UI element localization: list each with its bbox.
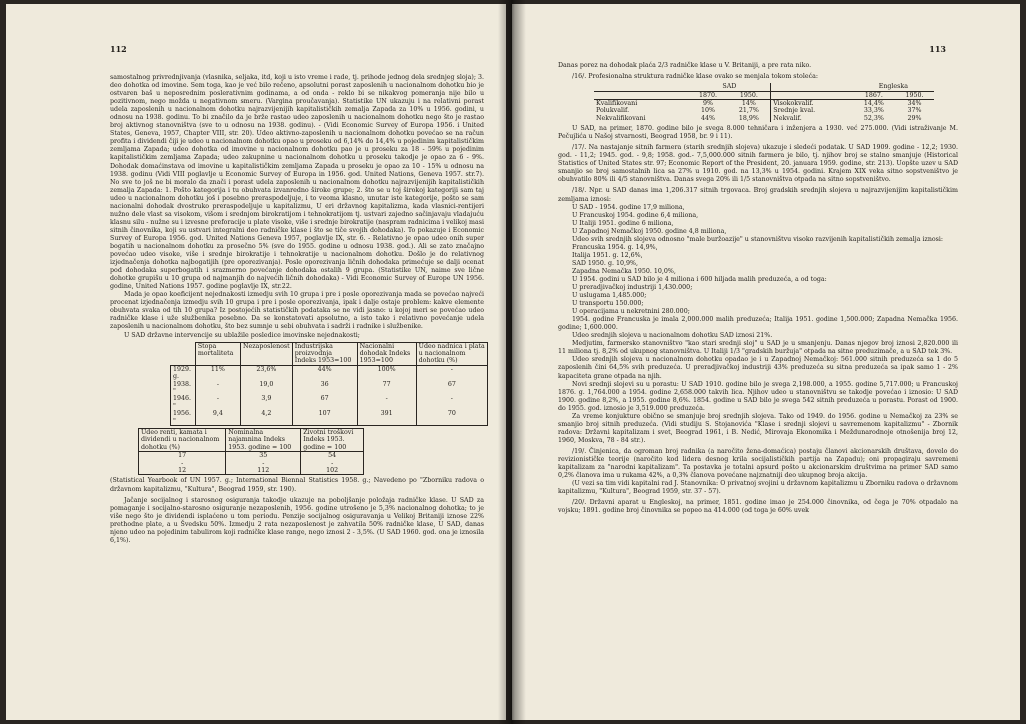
table-cell: 21,7% — [738, 107, 759, 115]
table-cell: 52,3% — [863, 114, 884, 122]
table-header: 1950. — [727, 91, 770, 99]
table-cell: 10% — [701, 107, 716, 115]
paragraph: (U vezi sa tim vidi kapitalni rad J. Stanovnika: O privatnoj svojini u državnom kapitalizmu u Zborniku radova o državnom kapitalizmu, "Kultura", Beograd 1959, str. 37 - 57). — [558, 480, 958, 496]
table-cell: 37% — [907, 107, 922, 115]
table-header — [171, 342, 196, 365]
table-cell: 1956. " — [171, 410, 196, 425]
table-cell: Polukvalif. — [596, 107, 630, 115]
list-item: Italija 1951. g. 12,6%, — [572, 251, 643, 259]
table-row — [171, 365, 488, 380]
table-cell: 100% — [357, 365, 416, 380]
table-cell: - — [195, 381, 240, 396]
table-cell: 33,3% — [863, 107, 884, 115]
table-cell: Kvalifikovani — [596, 99, 638, 107]
table-cell: - — [195, 395, 240, 410]
paragraph: Medjutim, farmersko stanovništvo "kao stari srednji sloj" u SAD je u smanjenju. Danas njegov broj iznosi 2,820.000 ili 11 miliona tj. 8,2% od ukupnog stanovništva. U Italiji 1/3 "gradskih buržuja" otpada na sitne preduzimače, a u SAD tek 3%. — [558, 340, 958, 356]
footnote-17: /17/. Na nastajanje sitnih farmera (starih srednjih slojeva) ukazuje i sledeći podatak. U SAD 1909. godine - 12,2; 1930. god. - 11,2; 1945. god. - 9,8; 1958. god.- 7,5,000.000 sitnih farmera je bilo, tj. njihov broj se stalno smanjuje (Historical Statistics of United States str. 97; Economic Report of the President, 20. januara 1959. godine, str. 213). Uopšte uzev u SAD smanjio se broj samostalnih lica sa 27% u 1910. god. na 13,3% u 1954. godini. Krajem XIX veka sitno sopstveništvo je obuhvatilo 80% ili 4/5 stanovništva. Danas svega 20% ili 1/5 stanovništva otpada na sitno sopstveništvo. — [558, 144, 958, 184]
paragraph: (Statistical Yearbook of UN 1957. g.; International Biennal Statistics 1958. g.; Navedeno po "Zborniku radova o državnom kapitalizmu, "Kultura", Beograd 1959, str. 190). — [110, 477, 484, 493]
list-item: U Zapadnoj Nemačkoj 1950. godine 4,8 miliona, — [572, 227, 727, 235]
table-header: Nominalna najamnina Indeks 1953. godine = 100 — [226, 429, 301, 452]
paragraph: samostalnog privrednjivanja (vlasnika, seljaka, itd, koji u isto vreme i rade, tj. prihode jednog dela srednjeg sloja); 3. deo dohotka od imovine. Sem toga, kao je već bilo rečeno, apsolutni porast zaposlenih u nacionalnom dohotku bio je ostvaren baš u neposrednim poslerativnim godinama, a od onda - reklo bi se nikakvog pomeranja nije bilo u pozitivnom, nego možda u negativnom smeru. (Vargina proučavanja). Statistike UN ukazuju i na relativni porast udela zaposlenih u nacionalnom dohotku najrazvijenijih kapitalističkih zemalja Zapada za 10% u 1956. godini, u odnosu na 1938. godinu. To bi značilo da je brže rastao udeo zaposlenih u nacionalnom dohotku nego što je rastao broj aktivnog stanovništva (sve to u odnosu na 1938. godinu). - (Vidi Economic Survey of Europa 1956. i United States, Geneva, 1957, Chapter VIII, str. 20). Udeo aktivno-zaposlenih u nacionalnom dohotku povećao se na račun profita i dividendi čiji je udeo u nacionalnom dohotku opao u proseku od 6,14% do 14,4% u pojedinim kapitalističkim zemljama Zapada; udeo dohotka od imovine u nacionalnom dohotku pao je u proseku za 18 - 59% u pojedinim kapitalističkim zemljama Zapada; udeo zakupnine u nacionalnom dohotku u proseku takodje je opao za 6 - 9%. Dohodak domaćinstava od imovine u kapitalističkim zemljama Zapada u proseku je opao za 10 - 15% u odnosu na 1938. godinu (Vidi VIII poglavlje u Economic Survey of Europa in 1956. god. United Nations, Geneva 1957. str.7). No sve to još ne bi moralo da znači i porast udela zaposlenih u nacionalnom dohotku najrazvijenijih kapitalističkih zemalja Zapada: 1. Pošto kategorija i tu obuhvata izvanredno široke grupe; 2. što se u toj širokoj kategoriji sam taj udeo u nacionalnom dohotku još i posebno preraspodeljuje, i to veoma klasno, unutar iste kategorije, pošto se sam nacionalni dohodak dvostruko preraspodeljuje u kapitalizmu, U eri državnog kapitalizma, kada vlasnici-rentijeri nužno dele vlast sa visokom, višom i srednjom birokratijom i tehnokratijom tj. ustvari zajedno sačinjavaju vladajuću klasnu silu - nužne su i izvesne preforacije u plate visoke, više i srednje birokratije (naspram radnicima i velikoj masi sitnih činovnika, koji su ustvari integralni deo radničke klase i što se tiče svojih dohodaka). To pokazuje i Economic Survey of Europa 1956. god. United Nations Geneva 1957, poglavlje IX, str. 6. - Relativno je opao udeo onih super bogatih u nacionalnom dohotku za prosečno 5% (sve do 1955. godine u odnosu 1938. god.). Ali se zato značajno povećao udeo visoke, više i srednje birokratije i tehnokratije u nacionalnom dohotku. Došlo je do relativnog izjednačenja dohotka najbogatijih (pre oporezivanja). Posle oporezivanja ličnih dohodaka primećuje se dalji ocenat pod dohodaka superbogatih i srazmerno povećanje dohodaka ostalih 9 grupa. (Statistike UN, naime sve lične dohotke grupišu u 10 grupa od najmanjih do najvećih ličnih dohodaka) - Vidi Economic Survey of Europe UN 1956. godine, United Nations 1957. godine poglavlje IX, str.22. — [110, 74, 484, 291]
table-cell: 77 — [357, 381, 416, 396]
table-cell: - — [416, 395, 487, 410]
table-row — [171, 381, 488, 396]
table-cell: 14,4% — [863, 99, 884, 107]
table-cell: 107 — [292, 410, 357, 425]
table-header: Životni troškovi Indeks 1953. godine = 100 — [301, 429, 364, 452]
paragraph: Danas porez na dohodak plaća 2/3 radničke klase u V. Britaniji, a pre rata niko. — [558, 62, 812, 69]
table-row — [594, 99, 934, 107]
paragraph: U SAD, na primer, 1870. godine bilo je svega 8.000 tehničara i inženjera a 1930. već 275.000. (Vidi istraživanje M. Pečujlića u Našoj stvarnosti, Beograd 1958, br. 9 i 11). — [558, 125, 958, 141]
table-row — [139, 452, 364, 460]
table-cell: - — [301, 460, 364, 467]
table-group-header: Engleska — [853, 83, 934, 91]
table-header: Nezaposlenost — [240, 342, 292, 365]
paragraph: Udeo srednjih slojeva u nacionalnom dohotku opadao je i u Zapadnoj Nemačkoj: 561.000 sitnih preduzeća sa 1 do 5 zaposlenih čini 64,5% svih preduzeća. U preradjivačkoj industriji 43% preduzeća su sitna preduzeća sa ipak samo 1 - 2% kapaciteta grane otpada na njih. — [558, 356, 958, 380]
table-cell: 1929. g. — [171, 365, 196, 380]
table-cell: 17 — [139, 452, 226, 460]
list-item: Francuska 1954. g. 14,9%, — [572, 243, 658, 251]
table-cell: 9,4 — [195, 410, 240, 425]
list-item: U operacijama u nekretnini 280.000; — [572, 308, 690, 316]
right-page — [512, 4, 1020, 720]
list-item: U uslugama 1,485.000; — [572, 292, 647, 300]
list-item: Zapadna Nemačka 1950. 10,0%, — [572, 267, 676, 275]
table-cell: - — [139, 460, 226, 467]
table-header: 1867. — [853, 91, 895, 99]
table-cell: 11% — [195, 365, 240, 380]
table-row — [594, 115, 934, 122]
paragraph: 1954. godine Francuska je imala 2,000.000 malih preduzeća; Italija 1951. godine 1,500.000; Zapadna Nemačka 1956. godine; 1,600.000. — [558, 316, 958, 332]
table-cell: - — [416, 365, 487, 380]
table-row — [594, 107, 934, 114]
list-item: U Francuskoj 1954. godine 6,4 miliona, — [572, 211, 699, 219]
table-cell: 112 — [226, 467, 301, 475]
table-header: 1870. — [689, 91, 728, 99]
paragraph: U 1954. godini u SAD bilo je 4 miliona i 600 hiljada malih preduzeća, a od toga: — [572, 275, 827, 283]
table-cell: 54 — [301, 452, 364, 460]
table-cell: 1938. " — [171, 381, 196, 396]
table-cell: 3,9 — [240, 395, 292, 410]
list-item: U SAD - 1954. godine 17,9 miliona, — [572, 203, 685, 211]
table-cell: 12 — [139, 467, 226, 475]
table-cell: - — [226, 460, 301, 467]
table-cell: 29% — [907, 114, 922, 122]
table-cell: 14% — [741, 99, 756, 107]
table-cell: - — [357, 395, 416, 410]
table-cell: 391 — [357, 410, 416, 425]
list-item: U preradjivačkoj industriji 1,430.000; — [572, 284, 693, 292]
page-number-right: 113 — [929, 44, 946, 54]
left-page — [6, 4, 506, 720]
table-cell: 102 — [301, 467, 364, 475]
table-cell: 44% — [292, 365, 357, 380]
table-header: Udeo renti, kamata i dividendi u nacionalnom dohotku (%) — [139, 429, 226, 452]
list-item: U Italiji 1951. godine 6 miliona, — [572, 219, 674, 227]
table-cell: 70 — [416, 410, 487, 425]
footnote-19: /19/. Činjenica, da ogroman broj radnika (a naročito žena-domaćica) postaju članovi akcionarskih društava, dovelo do revizionističke teorije (naročito kod lidera desnog krila socijalističkih partija na Zapadu); oni propagiraju savremeni kapitalizam za "narodni kapitalizam". Ta postavka je totalni apsurd pošto u akcionarskim društvima na primer SAD samo 0,2% članova ima u rukama 42%, a 0,3% članova povećane najznatniji deo ukupnog broja akcija. — [558, 447, 958, 480]
table-header: Industrijska proizvodnja Indeks 1953=100 — [292, 342, 357, 365]
table-row — [139, 467, 364, 475]
income-index-table — [138, 428, 364, 475]
paragraph: Za vreme konjukture obično se smanjuje broj srednjih slojeva. Tako od 1949. do 1956. godine u Nemačkoj za 23% se smanjio broj sitnih preduzeća. (Vidi studiju S. Stojanovića "Klase i srednji slojevi u savremenom kapitalizmu" - Zbornik radova: Državni kapitalizam i svet, Beograd 1961, i B. Nedić, Mirovaja Ekonomika i Meždunarodnoje otnošenija broj 12, 1960, Moskva, 78 - 84 str.). — [558, 412, 958, 444]
table-row — [171, 410, 488, 425]
list-item: SAD 1950. g. 10,9%, — [572, 259, 638, 267]
table-cell: 35 — [226, 452, 301, 460]
table-cell: 36 — [292, 381, 357, 396]
table-header: Nacionalni dohodak Indeks 1953=100 — [357, 342, 416, 365]
profession-structure-table — [594, 83, 934, 122]
table-cell: 4,2 — [240, 410, 292, 425]
footnote-16: /16/. Profesionalna struktura radničke klase ovako se menjala tokom stoleća: — [572, 73, 818, 81]
list-item: U transportu 150.000; — [572, 300, 644, 308]
left-page-body — [110, 74, 484, 545]
table-header: Udeo nadnica i plata u nacionalnom dohotku (%) — [416, 342, 487, 365]
table-header: Stopa mortaliteta — [195, 342, 240, 365]
paragraph: Jačanje socijalnog i starosnog osiguranja takodje ukazuje na poboljšanje položaja radničke klase. U SAD za pomaganje i socijalno-starosno osiguranje nezaposlenih, 1956. godine utrošeno je 5,3% nacionalnog dohotka; to je više nego što je dividendi isplaćeno u tom periodu. Penzije socijalnog osiguravanja u Velikoj Britaniji iznose 22% prethodne plate, a u Švedsku 50%. Izmedju 2 rata nezaposlenost je zahvatila 50% radničke klase, U SAD, danas njeno udeo na pojedinim tabulirom koji radničke klase range, nego iznosi 2 - 3,5%. (U SAD 1960. god. ona je iznosila 6,1%). — [110, 496, 484, 544]
table-row — [139, 460, 364, 467]
table-cell: 34% — [907, 99, 922, 107]
right-page-body — [558, 62, 958, 515]
footnote-20: /20/. Državni aparat u Engleskoj, na primer, 1851. godine imao je 254.000 činovnika, od čega je 70% otpadalo na vojsku; 1891. godine broj činovnika se popeo na 414.000 (od toga je 60% uvek — [558, 499, 958, 515]
table-cell: 19,0 — [240, 381, 292, 396]
footnote-18: /18/. Npr. u SAD danas ima 1,206.317 sitnih trgovaca. Broj gradskih srednjih slojeva u najrazvijenijim kapitalističkim zemljama iznosi: — [558, 187, 958, 203]
table-cell: Visokokvalif. — [771, 99, 853, 107]
table-cell: 44% — [701, 114, 716, 122]
table-cell: Nekvalifikovani — [596, 114, 646, 122]
usa-statistics-table — [170, 342, 488, 426]
paragraph: Udeo svih srednjih slojeva odnosno "male buržoazije" u stanovništvu visoko razvijenih kapitalističkih zemalja iznosi: — [572, 235, 944, 243]
page-number-left: 112 — [110, 44, 127, 54]
table-row — [171, 395, 488, 410]
book-gutter — [498, 0, 526, 724]
paragraph: Novi srednji slojevi su u porastu: U SAD 1910. godine bilo je svega 2,198.000, a 1955. godine 5,717.000; u Francuskoj 1876. g. 1,764.000 a 1954. godine 2,658.000 takvih lica. Njihov udeo u stanovništvu se takodje povećao i iznosio: U SAD 1900. godine 8,2%, a 1955. godine 8,6%. 1854. godine u SAD bilo je svega 542 sitnih preduzeća u porastu. Porast od 1900. do 1955. god. iznosio je 3,519.000 preduzeća. — [558, 380, 958, 412]
paragraph: Mada je opao koeficijent nejednakosti izmedju svih 10 grupa i pre i posle oporezivanja mada se povećao najveći procenat izjednačenja izmedju svih 10 grupa i pre i posle oporezivanja, ipak i dalje ostaje problem: kakve elemente obuhvata svaka od tih 10 grupa? Iz postojećih statističkih podataka se ne vidi jasno: u kojoj meri se povećao udeo radničke klase i uže službenika posebno. Da se konstatovati apsolutno, a isto tako i relativno povećanje udela zaposlenih u nacionalnom dohotku, što bez sumnje u sebi obuhvata i sadrži i radnike i službenike. — [110, 291, 484, 331]
table-cell: 67 — [292, 395, 357, 410]
table-cell: 23,6% — [240, 365, 292, 380]
table-cell: Nekvalif. — [771, 115, 853, 122]
table-group-header: SAD — [689, 83, 771, 91]
table-cell: 1946. " — [171, 395, 196, 410]
table-cell: 67 — [416, 381, 487, 396]
table-cell: 18,9% — [738, 114, 759, 122]
paragraph: Udeo srednjih slojeva u nacionalnom dohotku SAD iznosi 21%. — [572, 332, 773, 340]
table-cell: Srednje kval. — [771, 107, 853, 114]
table-header: 1950. — [895, 91, 934, 99]
paragraph: U SAD državne intervencije su ublažile posledice imovinske nejednakosti; — [124, 331, 360, 339]
table-cell: 9% — [703, 99, 714, 107]
